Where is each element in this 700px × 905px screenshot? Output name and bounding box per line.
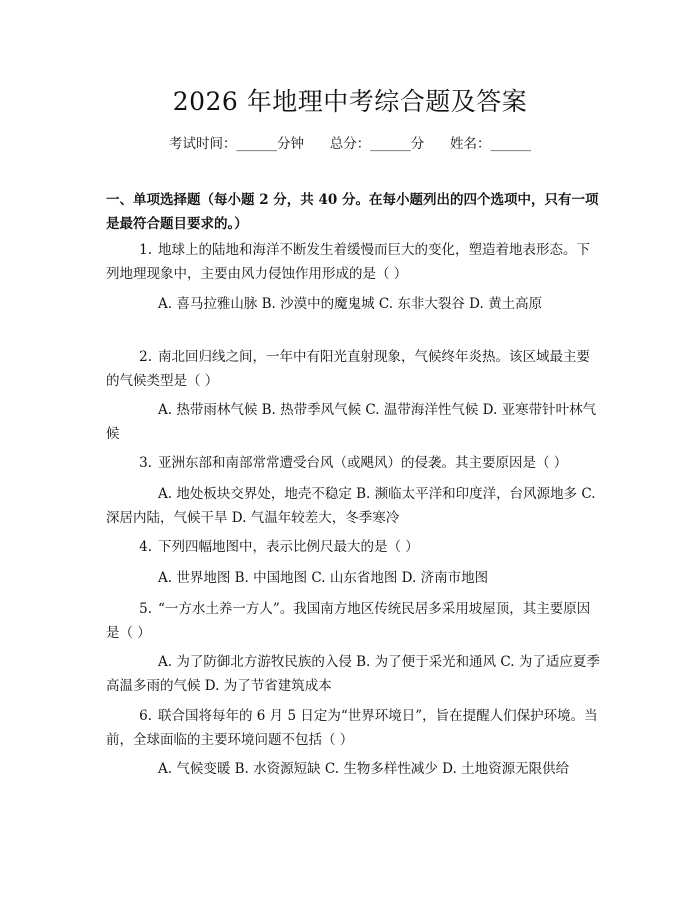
- question-number: 6.: [139, 708, 152, 724]
- question-options: A. 热带雨林气候 B. 热带季风气候 C. 温带海洋性气候 D. 亚寒带针叶林气候: [106, 402, 597, 442]
- question-number: 2.: [139, 349, 152, 365]
- question-text: 亚洲东部和南部常常遭受台风（或飓风）的侵袭。其主要原因是（ ）: [158, 455, 568, 471]
- exam-info-line: 考试时间：______分钟 总分：______分 姓名：______: [169, 136, 531, 152]
- question-stem: [106, 238, 600, 286]
- question-text: 地球上的陆地和海洋不断发生着缓慢而巨大的变化，塑造着地表形态。下列地理现象中，主要由风力侵蚀作用形成的是（ ）: [106, 242, 590, 282]
- section-heading: 一、单项选择题（每小题 2 分，共 40 分。在每小题列出的四个选项中，只有一项是最符合题目要求的。）: [106, 192, 599, 232]
- question-number: 1.: [139, 242, 152, 258]
- question-stem: [106, 704, 600, 752]
- question-stem: [106, 535, 600, 559]
- page-title: 2026 年地理中考综合题及答案: [172, 87, 528, 116]
- question-text: “一方水土养一方人”。我国南方地区传统民居多采用坡屋顶，其主要原因是（ ）: [106, 601, 591, 641]
- question-stem: [106, 451, 600, 475]
- question-options: A. 地处板块交界处，地壳不稳定 B. 濒临太平洋和印度洋，台风源地多 C. 深居内陆，气候干旱 D. 气温年较差大，冬季寒冷: [106, 486, 596, 526]
- question-text: 南北回归线之间，一年中有阳光直射现象，气候终年炎热。该区域最主要的气候类型是（ ）: [106, 349, 590, 389]
- question-text: 下列四幅地图中，表示比例尺最大的是（ ）: [158, 539, 419, 555]
- question-number: 3.: [139, 455, 152, 471]
- question-stem: [106, 345, 600, 393]
- question-options: A. 喜马拉雅山脉 B. 沙漠中的魔鬼城 C. 东非大裂谷 D. 黄土高原: [158, 296, 543, 312]
- question-options: A. 世界地图 B. 中国地图 C. 山东省地图 D. 济南市地图: [158, 570, 489, 586]
- question-text: 联合国将每年的 6 月 5 日定为“世界环境日”，旨在提醒人们保护环境。当前，全球面临的主要环境问题不包括（ ）: [106, 708, 598, 748]
- question-number: 5.: [139, 601, 152, 617]
- question-stem: [106, 597, 600, 645]
- question-options: A. 为了防御北方游牧民族的入侵 B. 为了便于采光和通风 C. 为了适应夏季高温多雨的气候 D. 为了节省建筑成本: [106, 654, 600, 694]
- question-number: 4.: [139, 539, 152, 555]
- question-options: A. 气候变暖 B. 水资源短缺 C. 生物多样性减少 D. 土地资源无限供给: [158, 761, 570, 777]
